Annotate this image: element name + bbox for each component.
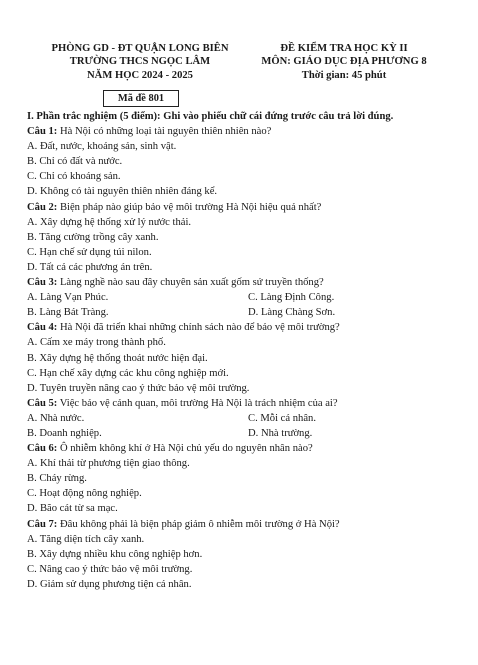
option: B. Xây dựng nhiều khu công nghiệp hơn. bbox=[27, 548, 203, 560]
option: C. Nâng cao ý thức bảo vệ môi trường. bbox=[27, 563, 193, 575]
option: A. Làng Vạn Phúc. bbox=[27, 292, 109, 304]
option: B. Doanh nghiệp. bbox=[27, 427, 102, 439]
department-name: PHÒNG GD - ĐT QUẬN LONG BIÊN bbox=[51, 43, 229, 54]
option-row bbox=[27, 411, 467, 426]
question-text: Đâu không phải là biện pháp giảm ô nhiễm môi trường ở Hà Nội? bbox=[57, 518, 340, 530]
question-number: Câu 4: bbox=[27, 322, 58, 334]
option-row bbox=[27, 426, 467, 441]
option: A. Khí thải từ phương tiện giao thông. bbox=[27, 458, 190, 470]
school-year: NĂM HỌC 2024 - 2025 bbox=[87, 69, 193, 81]
option: B. Tăng cường trồng cây xanh. bbox=[27, 231, 159, 243]
question-7 bbox=[27, 517, 467, 532]
question-number: Câu 5: bbox=[27, 397, 58, 409]
question-number: Câu 1: bbox=[27, 126, 58, 138]
section-title: I. Phần trắc nghiệm (5 điểm): Ghi vào phiếu chữ cái đứng trước câu trả lời đúng. bbox=[27, 111, 394, 122]
option: B. Làng Bát Tràng. bbox=[27, 307, 109, 319]
question-text: Hà Nội có những loại tài nguyên thiên nhiên nào? bbox=[57, 126, 272, 138]
option: C. Làng Định Công. bbox=[248, 292, 335, 304]
question-text: Làng nghề nào sau đây chuyên sản xuất gốm sứ truyền thống? bbox=[57, 277, 324, 289]
question-3 bbox=[27, 275, 467, 290]
option: D. Nhà trường. bbox=[248, 427, 313, 439]
option: D. Tất cả các phương án trên. bbox=[27, 261, 153, 273]
option: D. Làng Chàng Sơn. bbox=[248, 307, 336, 319]
option: D. Tuyên truyền nâng cao ý thức bảo vệ môi trường. bbox=[27, 382, 250, 394]
subject-name: MÔN: GIÁO DỤC ĐỊA PHƯƠNG 8 bbox=[261, 56, 427, 68]
option: D. Giảm sử dụng phương tiện cá nhân. bbox=[27, 578, 192, 590]
option: C. Hoạt động nông nghiệp. bbox=[27, 488, 142, 500]
exam-code-box: Mã đề 801 bbox=[103, 90, 179, 107]
question-5 bbox=[27, 396, 467, 411]
option: B. Xây dựng hệ thống thoát nước hiện đại. bbox=[27, 352, 208, 364]
option: B. Cháy rừng. bbox=[27, 473, 87, 485]
option: A. Xây dựng hệ thống xử lý nước thải. bbox=[27, 216, 192, 228]
question-number: Câu 6: bbox=[27, 443, 58, 455]
school-name: TRƯỜNG THCS NGỌC LÂM bbox=[69, 56, 211, 68]
question-text: Việc bảo vệ cảnh quan, môi trường Hà Nội là trách nhiệm của ai? bbox=[57, 397, 338, 409]
option: B. Chỉ có đất và nước. bbox=[27, 156, 123, 168]
exam-duration: Thời gian: 45 phút bbox=[301, 69, 387, 81]
option: C. Hạn chế xây dựng các khu công nghiệp mới. bbox=[27, 367, 229, 379]
question-number: Câu 3: bbox=[27, 277, 58, 289]
option: C. Mỗi cá nhân. bbox=[248, 412, 316, 424]
option: D. Không có tài nguyên thiên nhiên đáng kể. bbox=[27, 186, 218, 198]
option: A. Cấm xe máy trong thành phố. bbox=[27, 337, 166, 349]
exam-title: ĐỀ KIỂM TRA HỌC KỲ II bbox=[280, 43, 408, 54]
option-row bbox=[27, 305, 467, 320]
option: C. Hạn chế sử dụng túi nilon. bbox=[27, 246, 152, 258]
question-1 bbox=[27, 124, 467, 139]
question-text: Biện pháp nào giúp bảo vệ môi trường Hà Nội hiệu quả nhất? bbox=[57, 201, 322, 213]
option-row bbox=[27, 290, 467, 305]
option: D. Bão cát từ sa mạc. bbox=[27, 503, 118, 515]
option: A. Tăng diện tích cây xanh. bbox=[27, 533, 145, 545]
question-6 bbox=[27, 441, 467, 456]
question-2 bbox=[27, 200, 467, 215]
option: A. Đất, nước, khoáng sản, sinh vật. bbox=[27, 141, 177, 153]
question-text: Hà Nội đã triển khai những chính sách nào để bảo vệ môi trường? bbox=[57, 322, 340, 334]
school-header bbox=[40, 42, 240, 82]
question-number: Câu 2: bbox=[27, 201, 58, 213]
exam-header bbox=[246, 42, 442, 82]
exam-body bbox=[27, 109, 467, 592]
option: A. Nhà nước. bbox=[27, 412, 85, 424]
option: C. Chỉ có khoáng sản. bbox=[27, 171, 121, 183]
question-4 bbox=[27, 320, 467, 335]
question-number: Câu 7: bbox=[27, 518, 58, 530]
question-text: Ô nhiễm không khí ở Hà Nội chủ yếu do nguyên nhân nào? bbox=[57, 443, 313, 455]
